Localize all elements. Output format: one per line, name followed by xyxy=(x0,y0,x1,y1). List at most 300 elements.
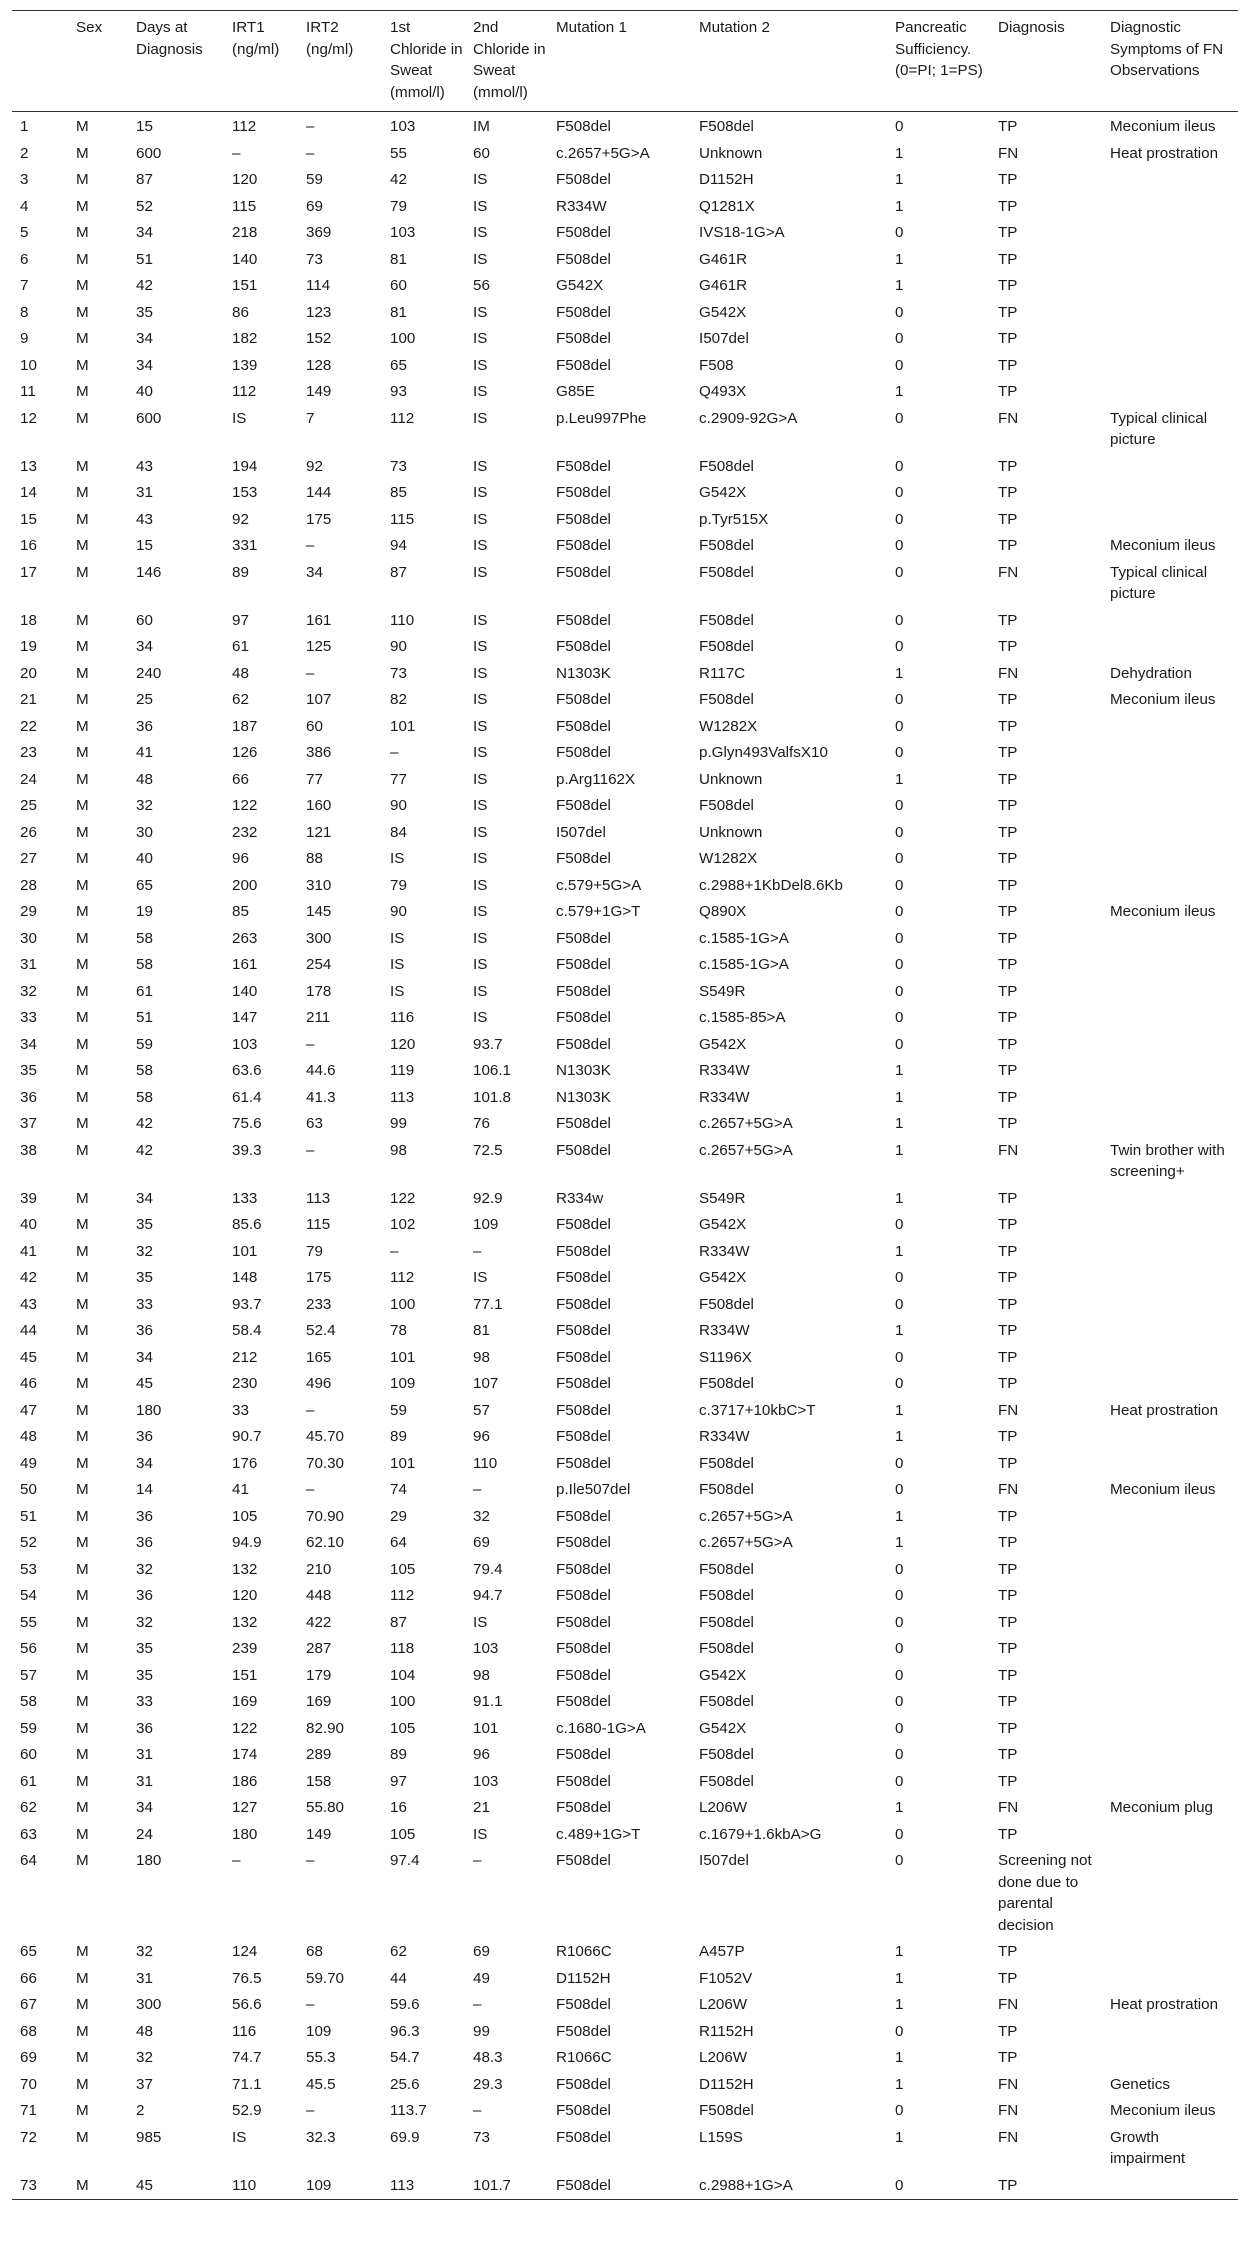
table-cell: 187 xyxy=(232,717,258,735)
table-cell: 25.6 xyxy=(390,2075,420,2093)
column-header: Mutation 2 xyxy=(699,19,770,36)
table-cell: 72 xyxy=(20,2128,37,2146)
table-cell: F508del xyxy=(556,982,611,1000)
table-cell: 60 xyxy=(20,1746,37,1763)
table-cell: 112 xyxy=(232,118,257,135)
table-cell: 51 xyxy=(136,1009,153,1026)
table-cell: TP xyxy=(998,1772,1018,1790)
table-cell: 20 xyxy=(20,664,37,682)
table-cell: M xyxy=(76,1666,89,1684)
table-row xyxy=(12,1451,1238,1478)
table-cell xyxy=(1102,1318,1238,1345)
table-cell: 26 xyxy=(20,823,37,841)
table-cell: TP xyxy=(998,1115,1018,1132)
table-cell: – xyxy=(306,1401,315,1419)
table-cell: F508del xyxy=(556,1587,611,1604)
table-cell: IS xyxy=(473,1613,488,1631)
table-cell: 133 xyxy=(232,1189,258,1207)
table-cell: 37 xyxy=(20,1115,37,1132)
table-cell: TP xyxy=(998,356,1018,374)
table-cell xyxy=(1102,1716,1238,1743)
table-cell: M xyxy=(76,409,89,427)
table-row xyxy=(12,220,1238,247)
table-cell: 54.7 xyxy=(390,2049,420,2066)
table-cell: 44 xyxy=(20,1322,37,1339)
table-cell: 9 xyxy=(20,330,29,347)
table-row xyxy=(12,1992,1238,2019)
table-row xyxy=(12,2125,1238,2173)
table-cell: 47 xyxy=(20,1401,37,1419)
table-cell: F508del xyxy=(556,171,611,188)
table-cell: 1 xyxy=(895,250,904,268)
table-cell: 33 xyxy=(136,1693,153,1710)
table-cell: S1196X xyxy=(699,1348,752,1366)
table-cell: F508del xyxy=(699,797,754,814)
table-cell: – xyxy=(390,1242,399,1260)
table-row xyxy=(12,1032,1238,1059)
table-cell: TP xyxy=(998,1375,1018,1392)
table-cell: F508del xyxy=(556,330,611,347)
table-cell: 79.4 xyxy=(473,1560,503,1578)
table-cell: 36 xyxy=(136,1587,153,1604)
table-cell: 61.4 xyxy=(232,1088,262,1106)
table-cell: 105 xyxy=(390,1825,416,1843)
table-row xyxy=(12,480,1238,507)
table-cell: 0 xyxy=(895,929,904,947)
table-cell: c.2657+5G>A xyxy=(699,1141,793,1159)
table-cell: F508del xyxy=(699,118,754,135)
table-cell: F508del xyxy=(556,638,611,655)
table-cell: 0 xyxy=(895,224,904,241)
table-cell: 92.9 xyxy=(473,1189,503,1207)
table-cell: R334W xyxy=(556,197,607,215)
table-cell: 0 xyxy=(895,484,904,501)
table-cell: 176 xyxy=(232,1454,258,1472)
table-cell: IS xyxy=(232,409,247,427)
table-cell: M xyxy=(76,383,89,400)
table-cell: 90 xyxy=(390,797,407,814)
table-cell: 40 xyxy=(136,383,153,400)
table-cell: TP xyxy=(998,484,1018,501)
table-cell: 31 xyxy=(136,1772,153,1790)
table-cell: TP xyxy=(998,1534,1018,1551)
table-cell: 0 xyxy=(895,1640,904,1657)
table-cell: 125 xyxy=(306,638,332,655)
table-cell: FN xyxy=(998,1481,1019,1498)
table-cell: M xyxy=(76,457,89,475)
table-cell: IS xyxy=(473,956,488,973)
table-cell: 1 xyxy=(895,1062,904,1079)
table-row xyxy=(12,740,1238,767)
table-cell: M xyxy=(76,717,89,735)
table-cell: M xyxy=(76,1719,89,1737)
table-cell xyxy=(1102,1822,1238,1849)
table-cell: 0 xyxy=(895,956,904,973)
column-header: Mutation 1 xyxy=(556,19,627,36)
table-cell: 21 xyxy=(473,1799,490,1816)
table-row xyxy=(12,2045,1238,2072)
table-cell: 0 xyxy=(895,303,904,321)
table-cell: 174 xyxy=(232,1746,258,1763)
table-cell: 92 xyxy=(306,457,323,475)
table-row xyxy=(12,1138,1238,1186)
table-cell: 0 xyxy=(895,118,904,135)
table-cell: M xyxy=(76,1401,89,1419)
table-cell xyxy=(1102,273,1238,300)
table-cell: 22 xyxy=(20,717,37,735)
table-cell: TP xyxy=(998,982,1018,1000)
table-row xyxy=(12,353,1238,380)
column-header: IRT2 (ng/ml) xyxy=(306,19,354,58)
table-cell: 88 xyxy=(306,850,323,867)
table-cell xyxy=(1102,507,1238,534)
table-cell xyxy=(1102,1769,1238,1796)
table-cell xyxy=(1102,326,1238,353)
table-cell: c.2909-92G>A xyxy=(699,409,798,427)
table-cell xyxy=(1102,1371,1238,1398)
table-cell: 600 xyxy=(136,144,162,162)
table-cell: F508del xyxy=(556,1141,611,1159)
table-cell: IS xyxy=(473,823,488,841)
table-cell: 0 xyxy=(895,563,904,581)
table-cell xyxy=(1102,1848,1238,1939)
table-row xyxy=(12,1424,1238,1451)
table-cell: 110 xyxy=(473,1454,498,1472)
table-cell: TP xyxy=(998,1322,1018,1339)
column-header: Diagnostic Symptoms of FN Observations xyxy=(1110,19,1224,79)
table-cell: 2 xyxy=(20,144,29,162)
table-cell: 123 xyxy=(306,303,332,321)
table-cell: Unknown xyxy=(699,770,763,788)
table-cell: – xyxy=(306,1852,315,1869)
table-cell: 93.7 xyxy=(232,1295,262,1313)
table-cell: 0 xyxy=(895,2022,904,2040)
column-header: Diagnosis xyxy=(998,19,1065,36)
table-cell: Growth impairment xyxy=(1110,2128,1186,2167)
table-cell: F508del xyxy=(556,303,611,321)
table-cell: 79 xyxy=(390,197,407,215)
table-row xyxy=(12,1769,1238,1796)
table-cell: M xyxy=(76,1825,89,1843)
table-cell: 79 xyxy=(390,876,407,894)
table-row xyxy=(12,1239,1238,1266)
table-cell: TP xyxy=(998,1242,1018,1260)
table-cell: IS xyxy=(473,929,488,947)
table-cell: F508del xyxy=(556,510,611,528)
table-cell xyxy=(1102,1939,1238,1966)
table-cell: 169 xyxy=(306,1693,332,1710)
table-row xyxy=(12,1716,1238,1743)
table-cell: TP xyxy=(998,1969,1018,1987)
table-cell: F508del xyxy=(556,1640,611,1657)
table-cell: 212 xyxy=(232,1348,258,1366)
table-cell: 289 xyxy=(306,1746,332,1763)
table-cell: R1066C xyxy=(556,1943,612,1960)
table-cell: IS xyxy=(473,457,488,475)
table-cell: 34 xyxy=(20,1035,37,1053)
table-cell: TP xyxy=(998,277,1018,294)
table-cell: 45 xyxy=(136,2176,153,2194)
table-cell xyxy=(1102,1005,1238,1032)
table-row xyxy=(12,661,1238,688)
table-cell: R334W xyxy=(699,1428,750,1445)
table-cell: 1 xyxy=(20,118,29,135)
table-cell: M xyxy=(76,2049,89,2066)
column-header xyxy=(12,11,68,112)
table-cell: 179 xyxy=(306,1666,332,1684)
table-cell: 77 xyxy=(306,770,323,788)
table-cell: Meconium plug xyxy=(1110,1799,1213,1816)
table-cell: 112 xyxy=(390,1269,415,1286)
table-cell: 35 xyxy=(136,1216,153,1233)
table-cell: 36 xyxy=(136,1534,153,1551)
table-cell: 0 xyxy=(895,903,904,920)
table-cell: TP xyxy=(998,1189,1018,1207)
table-cell: Unknown xyxy=(699,823,763,841)
table-cell: 31 xyxy=(136,484,153,501)
table-cell: M xyxy=(76,1772,89,1790)
table-cell: F508del xyxy=(556,1772,611,1790)
table-cell: 121 xyxy=(306,823,332,841)
table-cell: IS xyxy=(473,484,488,501)
table-cell: – xyxy=(473,1242,482,1260)
table-cell xyxy=(1102,608,1238,635)
table-cell: L159S xyxy=(699,2128,743,2146)
table-cell: M xyxy=(76,2075,89,2093)
table-row xyxy=(12,714,1238,741)
table-cell: 90.7 xyxy=(232,1428,262,1445)
table-cell: 182 xyxy=(232,330,258,347)
table-cell: 38 xyxy=(20,1141,37,1159)
table-cell: 94 xyxy=(390,537,407,554)
table-cell: 35 xyxy=(136,303,153,321)
table-cell: 109 xyxy=(390,1375,416,1392)
table-row xyxy=(12,1530,1238,1557)
table-cell: 87 xyxy=(390,1613,407,1631)
table-cell: 50 xyxy=(20,1481,37,1498)
table-cell: 44 xyxy=(390,1969,407,1987)
table-cell xyxy=(1102,873,1238,900)
table-cell: 51 xyxy=(20,1507,37,1525)
table-cell: 127 xyxy=(232,1799,258,1816)
table-cell: FN xyxy=(998,1141,1019,1159)
table-cell: c.1680-1G>A xyxy=(556,1719,646,1737)
table-cell: I507del xyxy=(699,1852,749,1869)
table-cell: G85E xyxy=(556,383,595,400)
table-row xyxy=(12,820,1238,847)
table-cell: 21 xyxy=(20,691,37,708)
table-cell: F508del xyxy=(556,1996,611,2013)
table-row xyxy=(12,560,1238,608)
table-cell: TP xyxy=(998,956,1018,973)
table-cell: 61 xyxy=(20,1772,37,1790)
table-cell: G542X xyxy=(699,1666,747,1684)
table-cell xyxy=(1102,194,1238,221)
table-cell: 65 xyxy=(390,356,407,374)
table-cell: TP xyxy=(998,1640,1018,1657)
table-cell xyxy=(1102,1424,1238,1451)
table-cell: F508del xyxy=(556,2102,611,2119)
table-cell: TP xyxy=(998,1009,1018,1026)
table-cell: 0 xyxy=(895,717,904,735)
table-cell: 34 xyxy=(136,356,153,374)
table-cell: 2 xyxy=(136,2102,145,2119)
table-cell: TP xyxy=(998,224,1018,241)
table-cell: 0 xyxy=(895,1481,904,1498)
table-cell: IVS18-1G>A xyxy=(699,224,785,241)
table-cell: M xyxy=(76,1560,89,1578)
table-cell: 55.80 xyxy=(306,1799,345,1816)
table-cell: 194 xyxy=(232,457,258,475)
table-cell: 0 xyxy=(895,876,904,894)
table-cell: 45.5 xyxy=(306,2075,336,2093)
table-cell: 81 xyxy=(473,1322,490,1339)
table-cell: F508del xyxy=(699,638,754,655)
table-cell: 0 xyxy=(895,457,904,475)
table-cell: 48 xyxy=(232,664,249,682)
table-cell: TP xyxy=(998,303,1018,321)
table-cell: 1 xyxy=(895,1322,904,1339)
table-cell: 56.6 xyxy=(232,1996,262,2013)
table-cell: F508del xyxy=(556,224,611,241)
table-cell: 126 xyxy=(232,744,258,761)
table-row xyxy=(12,1848,1238,1939)
table-cell: c.2988+1KbDel8.6Kb xyxy=(699,876,843,894)
table-row xyxy=(12,1583,1238,1610)
table-cell: 107 xyxy=(306,691,332,708)
table-cell: 39.3 xyxy=(232,1141,262,1159)
table-cell xyxy=(1102,1032,1238,1059)
table-cell: 59 xyxy=(390,1401,407,1419)
table-cell: M xyxy=(76,1852,89,1869)
table-cell: TP xyxy=(998,1693,1018,1710)
table-cell: 0 xyxy=(895,1295,904,1313)
table-cell: 58 xyxy=(136,956,153,973)
table-cell: 132 xyxy=(232,1613,258,1631)
table-cell xyxy=(1102,454,1238,481)
table-cell: 422 xyxy=(306,1613,332,1631)
table-cell: 118 xyxy=(390,1640,415,1657)
table-cell: 48 xyxy=(136,2022,153,2040)
table-row xyxy=(12,1610,1238,1637)
table-cell: – xyxy=(306,537,315,554)
table-cell: 178 xyxy=(306,982,332,1000)
table-cell: TP xyxy=(998,1295,1018,1313)
table-cell: F508del xyxy=(556,563,611,581)
table-cell xyxy=(1102,1636,1238,1663)
table-cell: Twin brother with screening+ xyxy=(1110,1141,1225,1180)
table-cell: 369 xyxy=(306,224,332,241)
table-cell: M xyxy=(76,1587,89,1604)
table-cell: F508del xyxy=(556,1115,611,1132)
table-cell: 29 xyxy=(390,1507,407,1525)
table-cell xyxy=(1102,1583,1238,1610)
table-cell: M xyxy=(76,823,89,841)
table-cell: 113.7 xyxy=(390,2102,427,2119)
table-cell: 42 xyxy=(20,1269,37,1286)
table-cell: F508del xyxy=(556,1693,611,1710)
table-cell: c.3717+10kbC>T xyxy=(699,1401,816,1419)
table-cell: FN xyxy=(998,2102,1019,2119)
table-cell: 93.7 xyxy=(473,1035,503,1053)
table-cell: 11 xyxy=(20,383,36,400)
table-cell xyxy=(1102,846,1238,873)
table-cell: 62 xyxy=(390,1943,407,1960)
column-header: 1st Chloride in Sweat (mmol/l) xyxy=(390,19,463,101)
table-cell xyxy=(1102,979,1238,1006)
table-cell: 0 xyxy=(895,510,904,528)
table-cell: F508del xyxy=(556,797,611,814)
table-cell: 254 xyxy=(306,956,332,973)
table-cell: 120 xyxy=(232,171,258,188)
table-cell: 69 xyxy=(306,197,323,215)
table-cell: 210 xyxy=(306,1560,332,1578)
table-cell: 91.1 xyxy=(473,1693,503,1710)
table-cell: 64 xyxy=(390,1534,407,1551)
table-cell: 109 xyxy=(306,2176,332,2194)
table-cell: F508del xyxy=(556,250,611,268)
table-cell xyxy=(1102,2019,1238,2046)
table-row xyxy=(12,1085,1238,1112)
table-cell: M xyxy=(76,1322,89,1339)
table-cell xyxy=(1102,1610,1238,1637)
table-cell: FN xyxy=(998,409,1019,427)
table-cell: F508del xyxy=(556,484,611,501)
table-cell: 49 xyxy=(473,1969,490,1987)
table-cell: 105 xyxy=(390,1719,416,1737)
table-cell xyxy=(1102,353,1238,380)
table-row xyxy=(12,1212,1238,1239)
table-cell: 1 xyxy=(895,664,904,682)
table-cell: M xyxy=(76,1799,89,1816)
table-cell: TP xyxy=(998,1943,1018,1960)
table-cell: F508del xyxy=(556,1746,611,1763)
table-cell: 54 xyxy=(20,1587,37,1604)
table-cell: M xyxy=(76,144,89,162)
table-cell xyxy=(1102,1292,1238,1319)
data-table xyxy=(12,10,1238,2200)
table-cell: M xyxy=(76,1088,89,1106)
table-cell: 31 xyxy=(20,956,37,973)
table-cell: M xyxy=(76,330,89,347)
table-cell: R334W xyxy=(699,1062,750,1079)
table-cell: 139 xyxy=(232,356,258,374)
table-cell: M xyxy=(76,797,89,814)
table-cell: TP xyxy=(998,770,1018,788)
table-cell: TP xyxy=(998,1719,1018,1737)
table-cell: 62.10 xyxy=(306,1534,345,1551)
table-cell: TP xyxy=(998,797,1018,814)
table-cell: 152 xyxy=(306,330,332,347)
table-cell: c.2657+5G>A xyxy=(699,1507,793,1525)
table-cell: 15 xyxy=(20,510,37,528)
table-cell: 97 xyxy=(390,1772,407,1790)
table-row xyxy=(12,1477,1238,1504)
table-cell: 87 xyxy=(136,171,153,188)
table-cell: 69 xyxy=(20,2049,37,2066)
table-cell: 76.5 xyxy=(232,1969,262,1987)
table-cell: F508del xyxy=(556,1348,611,1366)
table-cell xyxy=(1102,634,1238,661)
table-cell xyxy=(1102,1451,1238,1478)
table-row xyxy=(12,406,1238,454)
table-cell: 116 xyxy=(390,1009,415,1026)
table-cell: 1 xyxy=(895,144,904,162)
table-cell: M xyxy=(76,1969,89,1987)
table-cell: IS xyxy=(232,2128,247,2146)
table-cell xyxy=(1102,1186,1238,1213)
table-cell: 100 xyxy=(390,330,416,347)
